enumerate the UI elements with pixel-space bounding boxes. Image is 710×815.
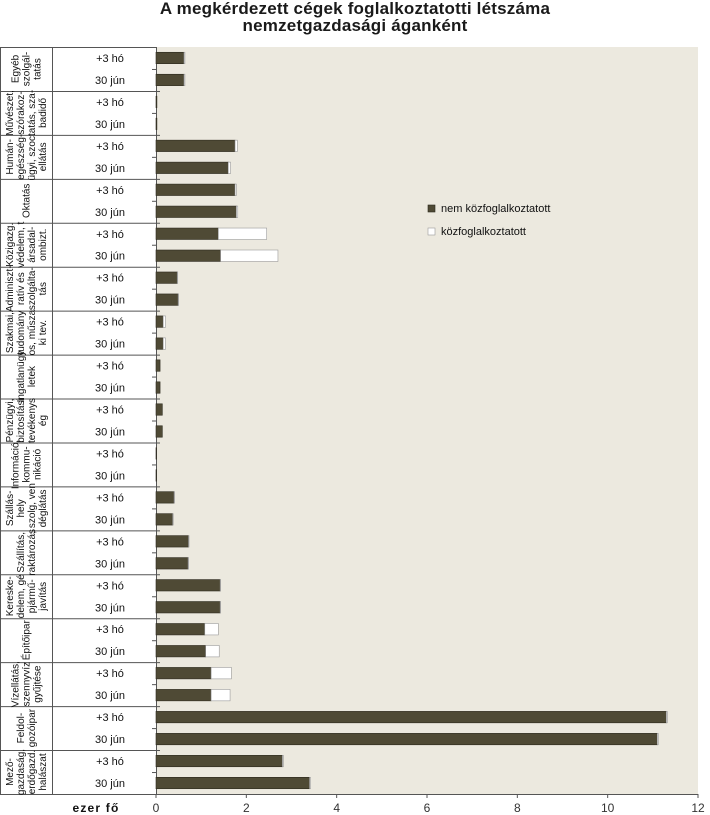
row-label: 30 jún <box>95 646 125 659</box>
category-label <box>11 52 44 86</box>
category-label-line: tudomány <box>16 310 27 355</box>
x-tick-label: 0 <box>152 801 160 815</box>
x-tick-label: 4 <box>333 801 341 815</box>
category-label-line: ombizt. <box>38 228 49 261</box>
row-label: 30 jún <box>95 206 125 219</box>
row-label: +3 hó <box>96 228 124 241</box>
category-label-line: Feldol- <box>16 712 27 744</box>
bar-nem-kozfoglalkoztatott <box>156 184 235 195</box>
x-tick-label: 2 <box>242 801 250 815</box>
bar-kozfoglalkoztatott <box>174 492 175 503</box>
category-label-line: déglátás <box>38 489 49 528</box>
bar-nem-kozfoglalkoztatott <box>156 338 163 349</box>
bar-nem-kozfoglalkoztatott <box>156 667 211 678</box>
category-label-line: szennyvíz <box>21 661 33 707</box>
bar-nem-kozfoglalkoztatott <box>156 206 236 217</box>
category-label-line: ársadal- <box>27 226 38 263</box>
category-label-line: tatás <box>32 58 44 80</box>
row-label: 30 jún <box>95 74 125 87</box>
bar-kozfoglalkoztatott <box>235 140 237 151</box>
bar-kozfoglalkoztatott <box>282 755 283 766</box>
category-label <box>16 351 38 403</box>
bar-nem-kozfoglalkoztatott <box>156 360 160 371</box>
category-label-line: ratív és <box>16 272 27 306</box>
row-label: +3 hó <box>96 448 124 461</box>
category-label-line: , szolg, ven <box>27 483 38 534</box>
category-label-line: Mező- <box>5 758 16 786</box>
row-label: +3 hó <box>96 272 124 285</box>
category-label-line: biztosítási <box>16 398 27 443</box>
bar-nem-kozfoglalkoztatott <box>156 711 666 722</box>
row-label: 30 jún <box>95 470 125 483</box>
category-label <box>5 398 49 443</box>
row-label: +3 hó <box>96 184 124 197</box>
bar-kozfoglalkoztatott <box>236 206 237 217</box>
bar-kozfoglalkoztatott <box>205 624 219 635</box>
category-label <box>5 90 49 136</box>
category-label <box>5 574 49 618</box>
legend-label-kozfoglalkoztatott: közfoglalkoztatott <box>441 226 526 238</box>
row-label: 30 jún <box>95 338 125 351</box>
bar-nem-kozfoglalkoztatott <box>156 52 184 63</box>
bar-nem-kozfoglalkoztatott <box>156 118 157 129</box>
row-label: +3 hó <box>96 404 124 417</box>
category-label-line: Közigazg. <box>5 222 16 267</box>
category-label-line: gozóipar <box>27 708 38 748</box>
category-label-line: szolgál- <box>21 51 33 87</box>
bar-nem-kozfoglalkoztatott <box>156 470 157 481</box>
bar-nem-kozfoglalkoztatott <box>156 74 184 85</box>
category-label-line: Ingatlanügy <box>16 350 27 403</box>
category-label-line: védelem, t <box>16 221 27 268</box>
category-label-line: kommu- <box>21 446 33 483</box>
bar-nem-kozfoglalkoztatott <box>156 404 162 415</box>
row-label: 30 jún <box>95 294 125 307</box>
category-label-line: Pénzügyi, <box>5 398 16 443</box>
row-label: +3 hó <box>96 624 124 637</box>
category-label-line: Vízellátás, <box>10 661 22 708</box>
category-label-line: ég <box>38 414 49 427</box>
bar-nem-kozfoglalkoztatott <box>156 777 310 788</box>
bar-kozfoglalkoztatott <box>163 316 165 327</box>
bar-kozfoglalkoztatott <box>657 733 658 744</box>
row-label: +3 hó <box>96 668 124 681</box>
row-label: +3 hó <box>96 52 124 65</box>
bar-kozfoglalkoztatott <box>218 228 266 239</box>
category-label-line: badidő <box>38 97 49 128</box>
bar-nem-kozfoglalkoztatott <box>156 96 157 107</box>
bar-kozfoglalkoztatott <box>220 602 221 613</box>
category-label-line: szórakoz- <box>16 91 27 135</box>
row-label: 30 jún <box>95 690 125 703</box>
category-label-line: Művészet, <box>5 90 16 136</box>
bar-kozfoglalkoztatott <box>228 162 230 173</box>
x-tick-label: 6 <box>423 801 431 815</box>
category-label-line: halászat <box>38 753 49 791</box>
category-label-line: Egyéb <box>10 54 22 84</box>
category-label-line: tás <box>38 282 49 296</box>
bar-nem-kozfoglalkoztatott <box>156 448 157 459</box>
category-label-line: Kereske- <box>5 576 16 617</box>
bar-nem-kozfoglalkoztatott <box>156 294 178 305</box>
category-label <box>11 440 44 489</box>
category-label-line: pjármű- <box>27 579 38 614</box>
category-label <box>16 708 38 747</box>
category-label <box>5 221 49 267</box>
bar-kozfoglalkoztatott <box>184 52 185 63</box>
row-label: +3 hó <box>96 140 124 153</box>
row-label: +3 hó <box>96 580 124 593</box>
category-label <box>11 661 44 707</box>
bar-nem-kozfoglalkoztatott <box>156 624 205 635</box>
bar-kozfoglalkoztatott <box>184 74 185 85</box>
category-label-line: raktározás <box>27 528 38 576</box>
category-label-line: Szakmai, <box>5 312 16 354</box>
chart-title-line-2: nemzetgazdasági áganként <box>242 16 468 35</box>
row-label: 30 jún <box>95 514 125 527</box>
category-label <box>22 184 33 218</box>
category-label-line: Szállás- <box>5 490 16 527</box>
category-label-line: tevékenys <box>27 397 38 444</box>
x-tick-label: 8 <box>513 801 521 815</box>
bar-nem-kozfoglalkoztatott <box>156 228 218 239</box>
bar-kozfoglalkoztatott <box>220 580 221 591</box>
category-label-line: gyűjtése <box>32 665 44 703</box>
category-label-line: ki tev. <box>38 319 49 346</box>
bar-kozfoglalkoztatott <box>188 558 189 569</box>
bar-kozfoglalkoztatott <box>206 645 220 656</box>
bar-nem-kozfoglalkoztatott <box>156 426 162 437</box>
category-label-line: Információ, <box>10 439 22 490</box>
row-label: 30 jún <box>95 162 125 175</box>
category-label-line: szolgálta- <box>27 267 38 311</box>
bar-nem-kozfoglalkoztatott <box>156 272 177 283</box>
row-label: 30 jún <box>95 558 125 571</box>
bar-nem-kozfoglalkoztatott <box>156 580 220 591</box>
bar-nem-kozfoglalkoztatott <box>156 733 657 744</box>
bar-nem-kozfoglalkoztatott <box>156 602 220 613</box>
bar-kozfoglalkoztatott <box>178 294 179 305</box>
plot-area <box>156 47 698 794</box>
row-label: 30 jún <box>95 382 125 395</box>
bar-kozfoglalkoztatott <box>177 272 178 283</box>
x-tick-label: 10 <box>600 801 615 815</box>
row-label: 30 jún <box>95 602 125 615</box>
category-label-line: egészség- <box>16 133 27 180</box>
category-label-line: Adminiszt- <box>5 265 16 313</box>
bar-kozfoglalkoztatott <box>221 250 278 261</box>
bar-nem-kozfoglalkoztatott <box>156 382 160 393</box>
row-label: +3 hó <box>96 756 124 769</box>
bar-nem-kozfoglalkoztatott <box>156 162 228 173</box>
row-label: +3 hó <box>96 536 124 549</box>
bar-kozfoglalkoztatott <box>211 667 231 678</box>
category-label <box>5 749 49 795</box>
category-label <box>5 133 49 180</box>
row-label: +3 hó <box>96 712 124 725</box>
legend-label-nem-kozfoglalkoztatott: nem közfoglalkoztatott <box>441 203 551 215</box>
row-label: 30 jún <box>95 426 125 439</box>
category-label-line: ügyi, szoc. <box>27 133 38 181</box>
bar-nem-kozfoglalkoztatott <box>156 514 173 525</box>
bar-nem-kozfoglalkoztatott <box>156 140 235 151</box>
bar-kozfoglalkoztatott <box>235 184 236 195</box>
category-label-line: Oktatás <box>21 183 33 219</box>
category-label-line: Építőipar <box>21 620 33 661</box>
category-label-line: tatás, sza- <box>27 89 38 136</box>
category-label <box>5 309 49 355</box>
category-label-line: nikáció <box>32 448 44 481</box>
legend-swatch-kozfoglalkoztatott <box>428 228 435 235</box>
row-label: +3 hó <box>96 360 124 373</box>
category-label-line: ellátás <box>38 142 49 172</box>
bar-nem-kozfoglalkoztatott <box>156 316 163 327</box>
bar-kozfoglalkoztatott <box>173 514 174 525</box>
category-label-line: Szállítás, <box>16 532 27 573</box>
x-tick-label: 12 <box>691 801 705 815</box>
category-label <box>20 620 33 661</box>
row-label: 30 jún <box>95 118 125 131</box>
bar-nem-kozfoglalkoztatott <box>156 755 282 766</box>
category-label-line: javítás <box>38 581 49 611</box>
category-label <box>5 265 49 312</box>
x-axis-label: ezer fő <box>72 801 120 815</box>
legend-swatch-nem-kozfoglalkoztatott <box>428 205 435 212</box>
category-label-line: erdőgazd. <box>27 749 38 795</box>
bar-kozfoglalkoztatott <box>163 338 165 349</box>
bar-nem-kozfoglalkoztatott <box>156 689 211 700</box>
bar-kozfoglalkoztatott <box>666 711 667 722</box>
row-label: +3 hó <box>96 96 124 109</box>
category-label <box>5 483 49 534</box>
row-label: +3 hó <box>96 316 124 329</box>
category-label-line: Humán- <box>5 139 16 175</box>
bar-nem-kozfoglalkoztatott <box>156 250 221 261</box>
category-label-line: letek <box>27 365 38 388</box>
bar-nem-kozfoglalkoztatott <box>156 536 189 547</box>
bar-kozfoglalkoztatott <box>189 536 190 547</box>
category-label-line: gazdaság, <box>16 748 27 796</box>
category-label-line: hely <box>16 499 27 518</box>
row-label: +3 hó <box>96 492 124 505</box>
row-label: 30 jún <box>95 734 125 747</box>
chart-title-line-1: A megkérdezett cégek foglalkoztatotti létszáma <box>159 0 551 18</box>
bar-kozfoglalkoztatott <box>211 689 230 700</box>
row-label: 30 jún <box>95 250 125 263</box>
bar-kozfoglalkoztatott <box>310 777 311 788</box>
bar-nem-kozfoglalkoztatott <box>156 645 206 656</box>
category-label-line: delem, gé <box>16 574 27 619</box>
category-label-line: os, műsza <box>27 309 38 356</box>
row-label: 30 jún <box>95 778 125 791</box>
category-label <box>16 529 38 576</box>
bar-nem-kozfoglalkoztatott <box>156 558 188 569</box>
bar-nem-kozfoglalkoztatott <box>156 492 174 503</box>
